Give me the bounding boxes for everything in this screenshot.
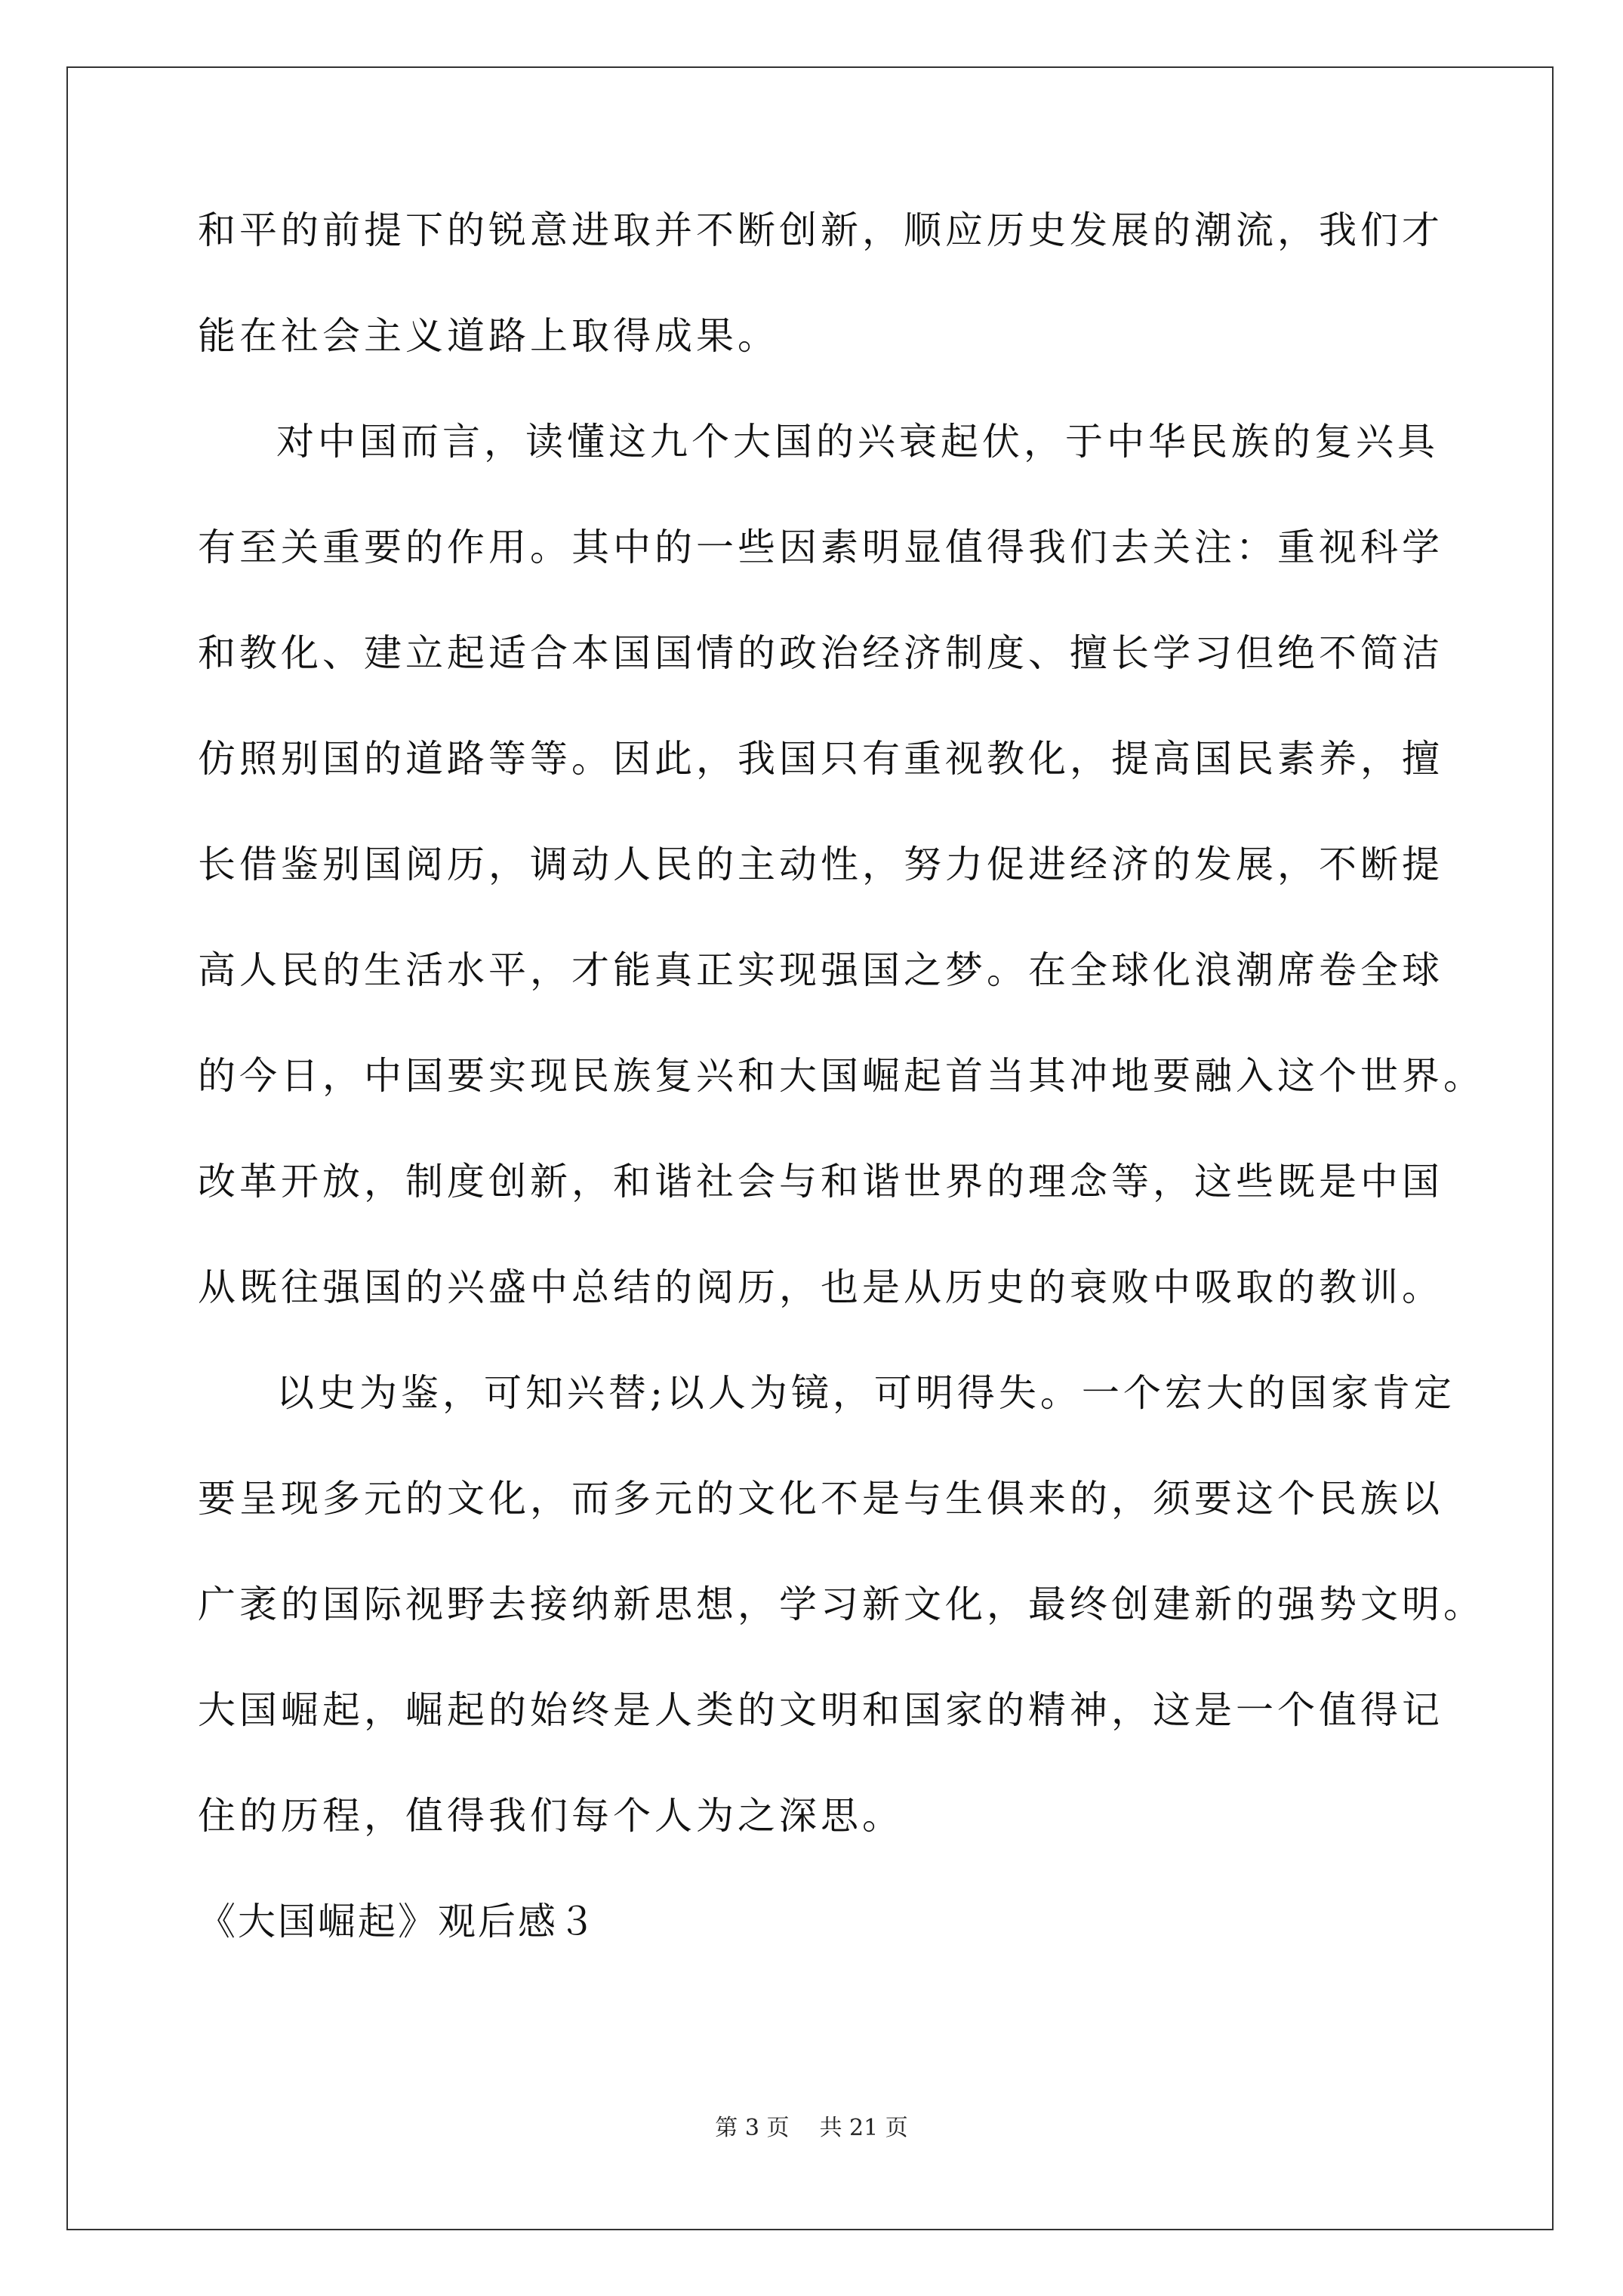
text-line: 的今日，中国要实现民族复兴和大国崛起首当其冲地要融入这个世界。: [198, 1054, 1485, 1098]
text-line: 对中国而言，读懂这九个大国的兴衰起伏，于中华民族的复兴具: [276, 420, 1439, 464]
text-line: 能在社会主义道路上取得成果。: [198, 314, 779, 358]
document-body: [198, 208, 1485, 1943]
text-line: 住的历程，值得我们每个人为之深思。: [198, 1794, 904, 1838]
page-number: 第 3 页: [715, 2115, 790, 2141]
text-line: 要呈现多元的文化，而多元的文化不是与生俱来的，须要这个民族以: [198, 1477, 1443, 1521]
page-footer: [0, 2116, 1623, 2141]
section-heading: 《大国崛起》观后感３: [198, 1900, 598, 1943]
text-line: 以史为鉴，可知兴替;以人为镜，可明得失。一个宏大的国家肯定: [276, 1371, 1455, 1415]
text-line: 和平的前提下的锐意进取并不断创新，顺应历史发展的潮流，我们才: [198, 208, 1443, 252]
text-line: 改革开放，制度创新，和谐社会与和谐世界的理念等，这些既是中国: [198, 1160, 1443, 1203]
text-line: 和教化、建立起适合本国国情的政治经济制度、擅长学习但绝不简洁: [198, 631, 1443, 675]
text-line: 从既往强国的兴盛中总结的阅历，也是从历史的衰败中吸取的教训。: [198, 1265, 1443, 1309]
text-line: 高人民的生活水平，才能真正实现强国之梦。在全球化浪潮席卷全球: [198, 948, 1443, 992]
paragraph-1: [198, 208, 1443, 358]
text-line: 广袤的国际视野去接纳新思想，学习新文化，最终创建新的强势文明。: [198, 1583, 1485, 1626]
page-total: 共 21 页: [819, 2115, 908, 2141]
paragraph-2: [198, 420, 1485, 1309]
paragraph-3: [198, 1371, 1485, 1838]
text-line: 长借鉴别国阅历，调动人民的主动性，努力促进经济的发展，不断提: [198, 843, 1443, 886]
text-line: 有至关重要的作用。其中的一些因素明显值得我们去关注：重视科学: [198, 525, 1443, 569]
text-line: 大国崛起，崛起的始终是人类的文明和国家的精神，这是一个值得记: [198, 1688, 1443, 1732]
text-line: 仿照别国的道路等等。因此，我国只有重视教化，提高国民素养，擅: [198, 737, 1443, 781]
